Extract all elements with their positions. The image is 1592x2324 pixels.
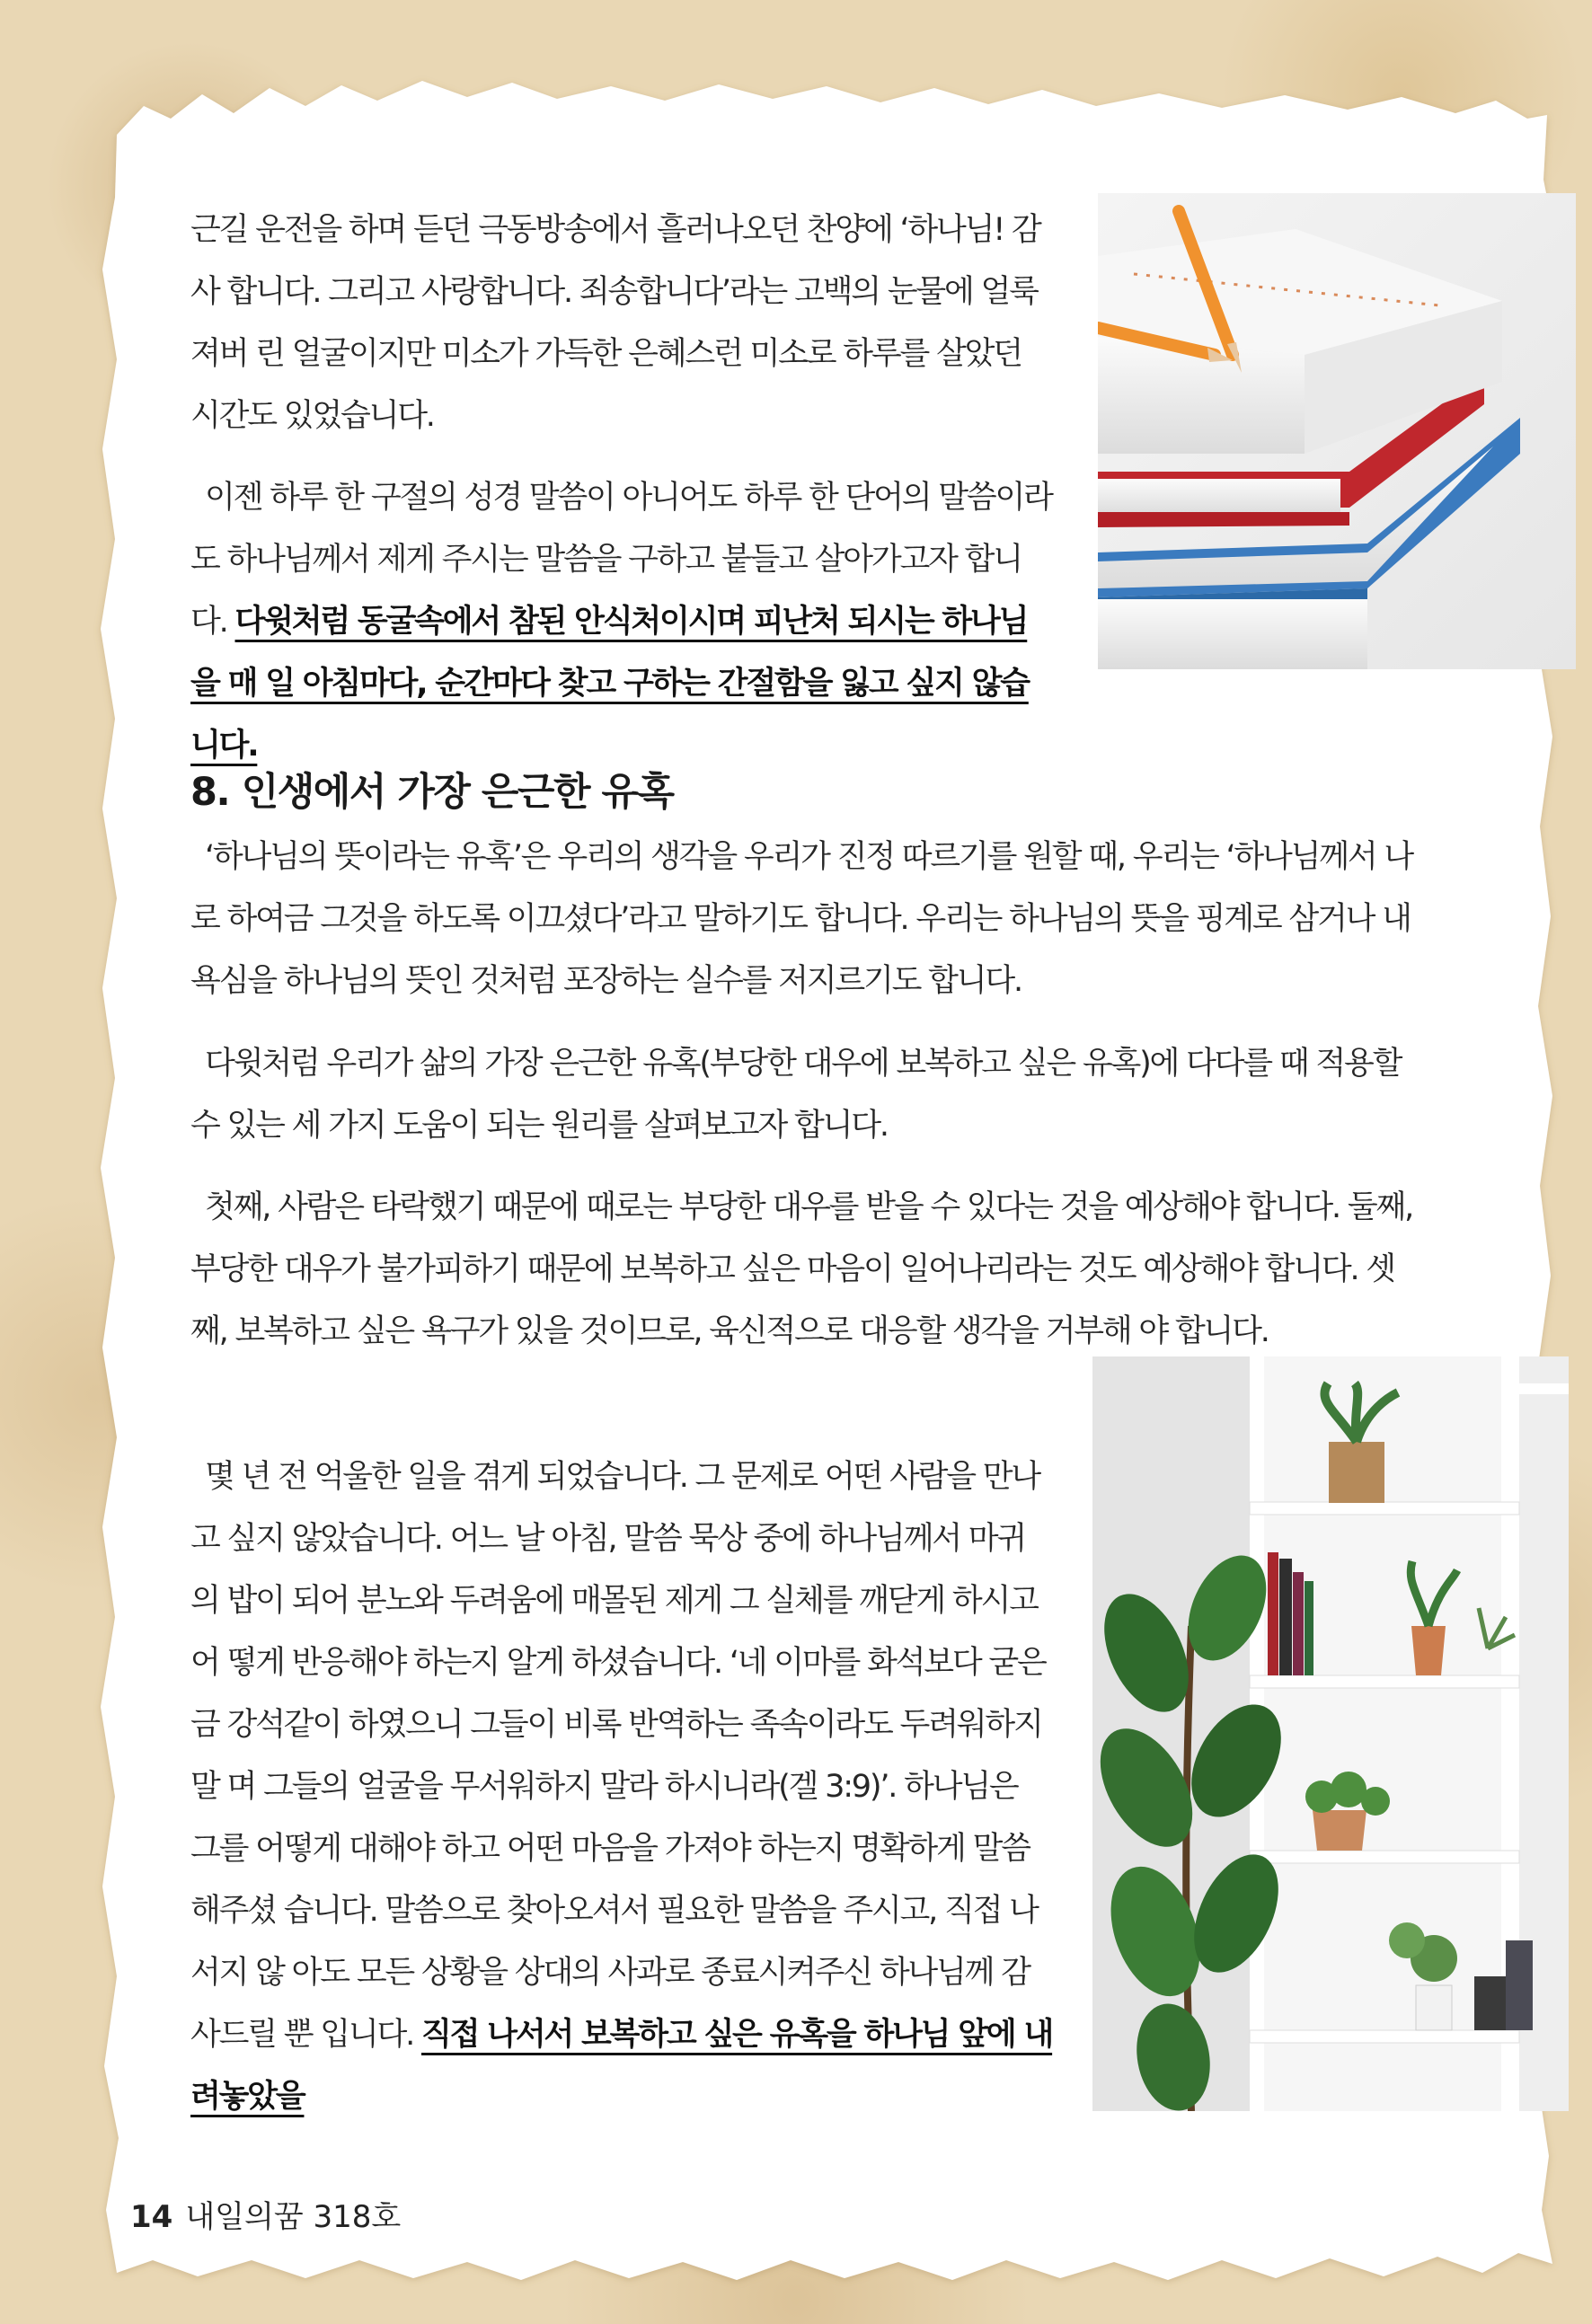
page-number: 14 (130, 2199, 173, 2235)
section-heading: 8. 인생에서 가장 은근한 유혹 (190, 770, 674, 815)
highlighted-sentence: 다윗처럼 동굴속에서 참된 안식처이시며 피난처 되시는 하나님을 매 일 아침마다, 순간마다 찾고 구하는 간절함을 잃고 싶지 않습니다. (190, 604, 1029, 764)
books-photo (1098, 193, 1576, 669)
article-paragraph-3 (190, 826, 1421, 1012)
article-paragraph-1 (190, 199, 1053, 447)
bookshelf-photo (1092, 1356, 1569, 2111)
article-paragraph-6 (190, 1446, 1053, 2128)
article-paragraph-5 (190, 1177, 1421, 1363)
article-paragraph-2 (190, 467, 1053, 777)
article-paragraph-4 (190, 1033, 1421, 1157)
paragraph-text: ‘하나님의 뜻이라는 유혹’은 우리의 생각을 우리가 진정 따르기를 원할 때, 우리는 ‘하나님께서 나로 하여금 그것을 하도록 이끄셨다’라고 말하기도 합니다. 우리는 하나님의 뜻을 핑계로 삼거나 내 욕심을 하나님의 뜻인 것처럼 포장하는 실수를 저지르기도 합니다. (190, 839, 1412, 999)
paragraph-text: 첫째, 사람은 타락했기 때문에 때로는 부당한 대우를 받을 수 있다는 것을 예상해야 합니다. 둘째, 부당한 대우가 불가피하기 때문에 보복하고 싶은 마음이 일어나리라는 것도 예상해야 합니다. 셋째, 보복하고 싶은 욕구가 있을 것이므로, 육신적으로 대응할 생각을 거부해 야 합니다. (190, 1189, 1412, 1349)
paragraph-text: 몇 년 전 억울한 일을 겪게 되었습니다. 그 문제로 어떤 사람을 만나 고 싶지 않았습니다. 어느 날 아침, 말씀 묵상 중에 하나님께서 마귀의 밥이 되어 분노와 두려움에 매몰된 제게 그 실체를 깨닫게 하시고 어 떻게 반응해야 하는지 알게 하셨습니다. ‘네 이마를 화석보다 굳은 금 강석같이 하였으니 그들이 비록 반역하는 족속이라도 두려워하지 말 며 그들의 얼굴을 무서워하지 말라 하시니라(겔 3:9)’. 하나님은 그를 어떻게 대해야 하고 어떤 마음을 가져야 하는지 명확하게 말씀해주셨 습니다. 말씀으로 찾아오셔서 필요한 말씀을 주시고, 직접 나서지 않 아도 모든 상황을 상대의 사과로 종료시켜주신 하나님께 감사드릴 뿐 입니다. (190, 1459, 1046, 2053)
page-footer (130, 2192, 401, 2236)
paragraph-text: 이젠 하루 한 구절의 성경 말씀이 아니어도 하루 한 단어의 말씀이라 도 하나님께서 제게 주시는 말씀을 구하고 붙들고 살아가고자 합니다. (190, 480, 1052, 640)
paragraph-text: 다윗처럼 우리가 삶의 가장 은근한 유혹(부당한 대우에 보복하고 싶은 유혹)에 다다를 때 적용할 수 있는 세 가지 도움이 되는 원리를 살펴보고자 합니다. (190, 1046, 1402, 1144)
highlighted-sentence: 직접 나서서 보복하고 싶은 유혹을 하나님 앞에 내려놓았을 (190, 2017, 1053, 2115)
paragraph-text: 근길 운전을 하며 듣던 극동방송에서 흘러나오던 찬양에 ‘하나님! 감사 합니다. 그리고 사랑합니다. 죄송합니다’라는 고백의 눈물에 얼룩져버 린 얼굴이지만 미소가 가득한 은혜스런 미소로 하루를 살았던 시간도 있었습니다. (190, 212, 1040, 434)
magazine-issue: 내일의꿈 318호 (185, 2199, 402, 2235)
